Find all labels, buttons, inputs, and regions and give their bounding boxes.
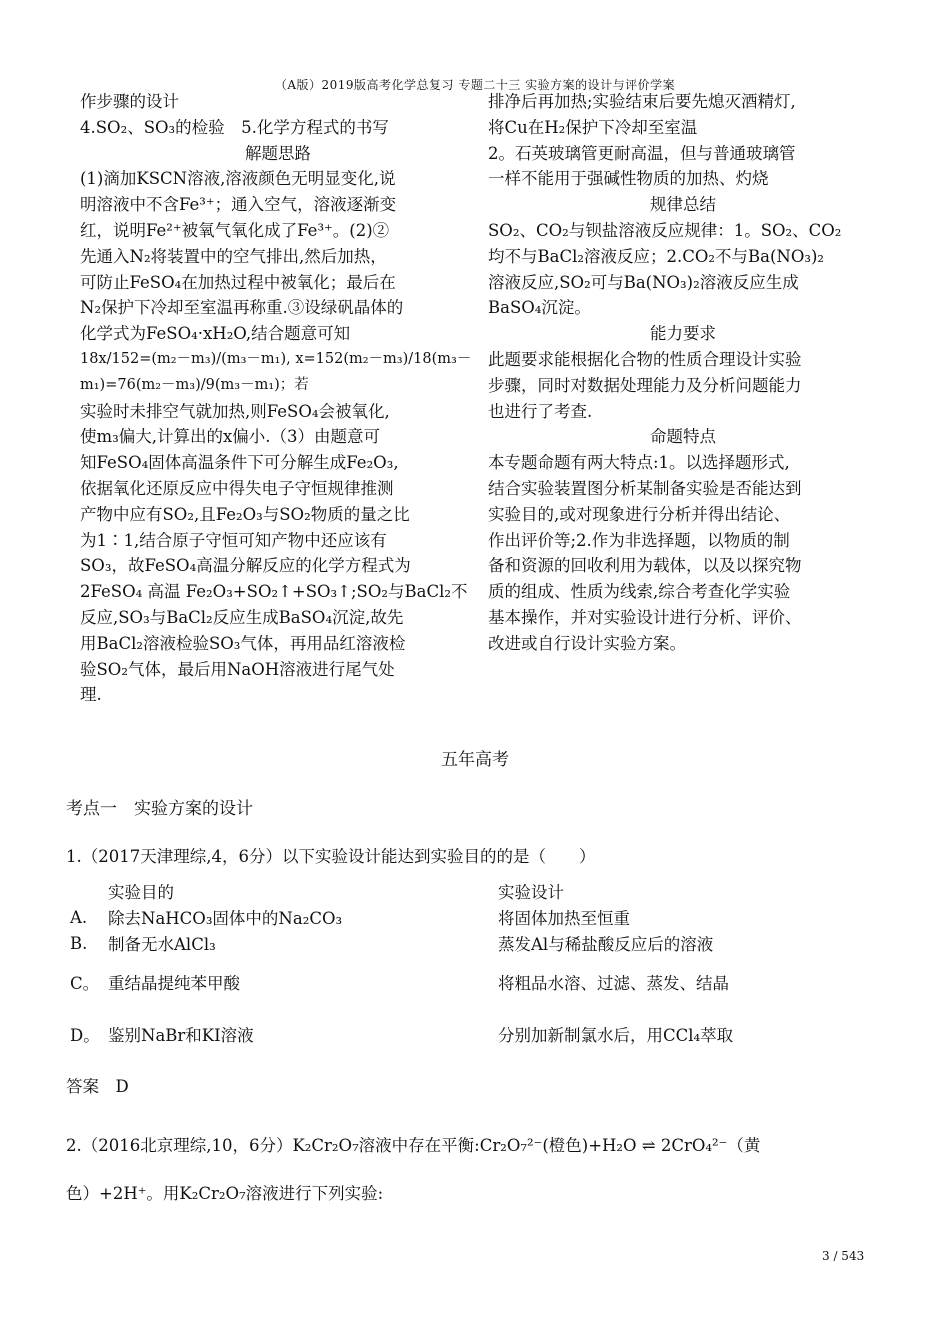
question-2-stem	[66, 1122, 886, 1218]
left-line: 验SO₂气体，最后用NaOH溶液进行尾气处	[80, 659, 395, 679]
left-line: 先通入N₂将装置中的空气排出,然后加热，	[80, 246, 387, 266]
left-line: 实验时未排空气就加热,则FeSO₄会被氧化,	[80, 401, 390, 421]
left-line: SO₃，故FeSO₄高温分解反应的化学方程式为	[80, 556, 411, 576]
right-line: 步骤，同时对数据处理能力及分析问题能力	[488, 375, 802, 395]
right-line: 改进或自行设计实验方案。	[488, 633, 686, 653]
option-design: 分别加新制氯水后，用CCl₄萃取	[498, 1026, 734, 1045]
left-line: 知FeSO₄固体高温条件下可分解生成Fe₂O₃,	[80, 453, 399, 473]
option-design: 将固体加热至恒重	[498, 909, 630, 928]
question-2-line: 2.（2016北京理综,10，6分）K₂Cr₂O₇溶液中存在平衡:Cr₂O₇²⁻(橙色)+H₂O ⇌ 2CrO₄²⁻（黄	[66, 1136, 761, 1155]
left-line: 理.	[80, 685, 102, 705]
option-key: B.	[70, 933, 88, 953]
option-key: C。	[70, 974, 100, 993]
right-line: 基本操作，并对实验设计进行分析、评价、	[488, 607, 802, 627]
question-1-answer: 答案 D	[66, 1077, 129, 1096]
page-header: （A版）2019版高考化学总复习 专题二十三 实验方案的设计与评价学案	[274, 78, 676, 92]
left-line: N₂保护下冷却至室温再称重.③设绿矾晶体的	[80, 298, 404, 318]
heading-guilv-zongjie: 规律总结	[650, 195, 716, 215]
table-header-row	[70, 878, 733, 904]
table-row	[70, 904, 733, 930]
left-line: 作步骤的设计	[80, 92, 179, 111]
right-line: 作出评价等;2.作为非选择题，以物质的制	[488, 530, 790, 550]
right-line: 均不与BaCl₂溶液反应；2.CO₂不与Ba(NO₃)₂	[488, 246, 825, 266]
formula-line: 18x/152=(m₂－m₃)/(m₃－m₁), x=152(m₂－m₃)/18(m₃－m₁)=76(m₂－m₃)/9(m₃－m₁)；若	[80, 350, 472, 393]
option-purpose: 制备无水AlCl₃	[108, 935, 216, 954]
question-1-options-table	[70, 878, 733, 1060]
right-line: 质的组成、性质为线索,综合考查化学实验	[488, 582, 791, 602]
heading-jieti-silu: 解题思路	[245, 143, 311, 163]
right-line: 实验目的,或对现象进行分析并得出结论、	[488, 504, 791, 524]
left-line: 红，说明Fe²⁺被氧气氧化成了Fe³⁺。(2)②	[80, 220, 390, 240]
right-line: 溶液反应,SO₂可与Ba(NO₃)₂溶液反应生成	[488, 272, 799, 292]
left-line: 可防止FeSO₄在加热过程中被氧化；最后在	[80, 272, 396, 292]
left-line: 用BaCl₂溶液检验SO₃气体，再用品红溶液检	[80, 633, 406, 653]
kaodian-heading: 考点一 实验方案的设计	[66, 799, 253, 819]
col-design: 实验设计	[498, 883, 564, 902]
right-column	[488, 89, 878, 657]
question-2-line: 色）+2H⁺。用K₂Cr₂O₇溶液进行下列实验:	[66, 1184, 384, 1203]
table-row	[70, 956, 733, 1008]
option-design: 将粗品水溶、过滤、蒸发、结晶	[498, 974, 729, 993]
option-purpose: 除去NaHCO₃固体中的Na₂CO₃	[108, 909, 343, 928]
right-line: 结合实验装置图分析某制备实验是否能达到	[488, 478, 802, 498]
section-title: 五年高考	[441, 750, 509, 770]
right-line: 将Cu在H₂保护下冷却至室温	[488, 117, 698, 137]
right-line: SO₂、CO₂与钡盐溶液反应规律：1。SO₂、CO₂	[488, 220, 842, 240]
table-row	[70, 930, 733, 956]
left-line: 使m₃偏大,计算出的x偏小.（3）由题意可	[80, 427, 381, 447]
col-purpose: 实验目的	[108, 883, 174, 902]
page-number: 3 / 543	[822, 1249, 865, 1263]
right-line: 本专题命题有两大特点:1。以选择题形式,	[488, 453, 790, 473]
left-line: (1)滴加KSCN溶液,溶液颜色无明显变化,说	[80, 169, 396, 189]
left-line: 4.SO₂、SO₃的检验 5.化学方程式的书写	[80, 117, 389, 137]
question-1-stem: 1.（2017天津理综,4，6分）以下实验设计能达到实验目的的是（ ）	[66, 847, 596, 866]
right-line: 也进行了考查.	[488, 401, 593, 421]
right-line: BaSO₄沉淀。	[488, 298, 591, 318]
right-line: 一样不能用于强碱性物质的加热、灼烧	[488, 169, 769, 189]
heading-mingti-tedian: 命题特点	[650, 427, 716, 447]
left-line: 依据氧化还原反应中得失电子守恒规律推测	[80, 478, 394, 498]
right-line: 排净后再加热;实验结束后要先熄灭酒精灯,	[488, 92, 796, 111]
option-key: A.	[70, 907, 88, 927]
table-row	[70, 1008, 733, 1060]
equation-line: 2FeSO₄ 高温 Fe₂O₃+SO₂↑+SO₃↑;SO₂与BaCl₂不	[80, 582, 468, 602]
option-purpose: 鉴别NaBr和KI溶液	[108, 1026, 254, 1045]
option-design: 蒸发Al与稀盐酸反应后的溶液	[498, 935, 714, 954]
left-line: 产物中应有SO₂,且Fe₂O₃与SO₂物质的量之比	[80, 504, 410, 524]
right-line: 2。石英玻璃管更耐高温，但与普通玻璃管	[488, 143, 796, 163]
left-line: 明溶液中不含Fe³⁺；通入空气，溶液逐渐变	[80, 195, 397, 215]
right-line: 备和资源的回收利用为载体，以及以探究物	[488, 556, 802, 576]
left-line: 反应,SO₃与BaCl₂反应生成BaSO₄沉淀,故先	[80, 607, 404, 627]
heading-nengli-yaoqiu: 能力要求	[650, 324, 716, 344]
option-purpose: 重结晶提纯苯甲酸	[108, 974, 240, 993]
left-line: 化学式为FeSO₄·xH₂O,结合题意可知	[80, 324, 351, 344]
option-key: D。	[70, 1026, 100, 1045]
left-column	[80, 89, 476, 708]
right-line: 此题要求能根据化合物的性质合理设计实验	[488, 349, 802, 369]
left-line: 为1∶1,结合原子守恒可知产物中还应该有	[80, 530, 387, 550]
